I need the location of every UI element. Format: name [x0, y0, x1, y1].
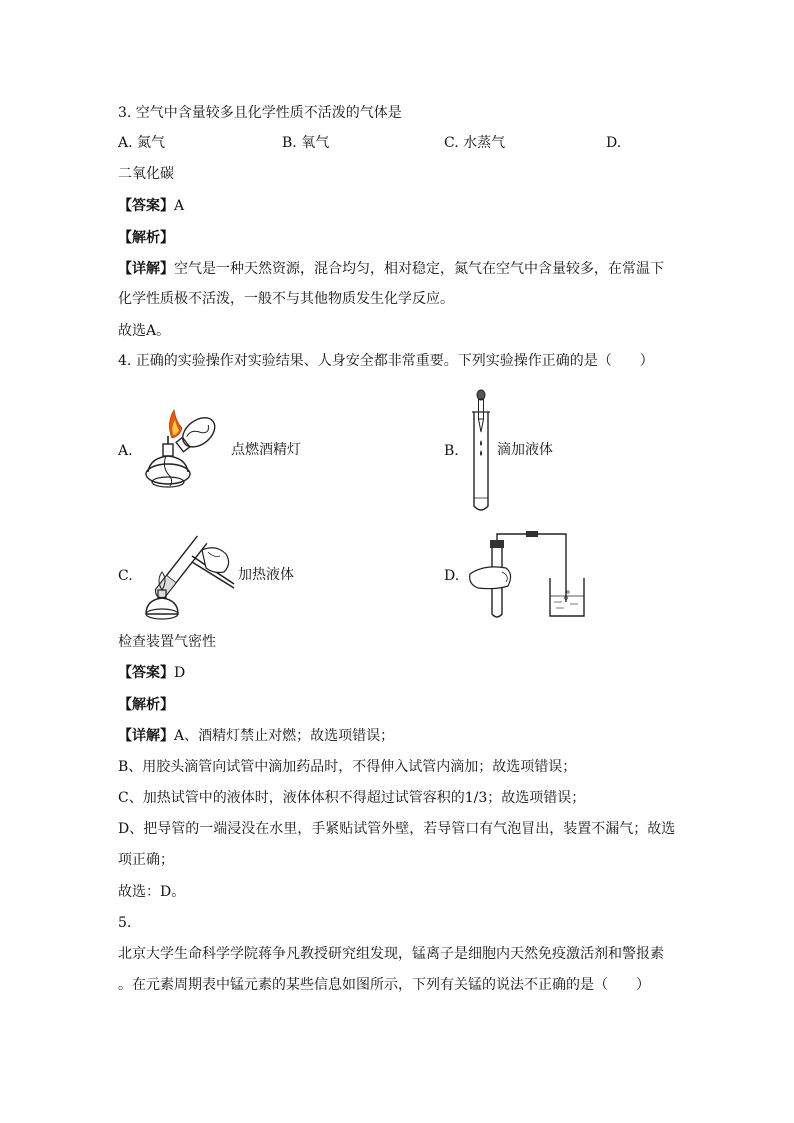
q4-option-d-letter: D.	[444, 568, 460, 584]
q3-option-c: C. 水蒸气	[444, 135, 506, 151]
detail-label: 【详解】	[118, 261, 174, 277]
q4-answer	[118, 664, 185, 682]
answer-value: A	[174, 198, 185, 214]
q4-detail-d-2: 项正确；	[118, 852, 174, 868]
q5-number: 5.	[118, 915, 132, 931]
q4-stem: 4. 正确的实验操作对实验结果、人身安全都非常重要。下列实验操作正确的是（ ）	[118, 353, 654, 369]
q3-option-a: A. 氮气	[118, 135, 166, 151]
q4-conclusion: 故选：D。	[118, 884, 186, 900]
q5-stem-1: 北京大学生命科学学院蒋争凡教授研究组发现，锰离子是细胞内天然免疫激活剂和警报素	[118, 946, 664, 962]
q4-option-b-letter: B.	[444, 443, 459, 459]
q3-answer	[118, 197, 184, 215]
q4-analysis-label: 【解析】	[118, 697, 174, 713]
q4-option-d-text: 检查装置气密性	[118, 634, 216, 650]
q4-detail-d-1: D、把导管的一端浸没在水里，手紧贴试管外壁，若导管口有气泡冒出，装置不漏气；故选	[118, 821, 676, 837]
detail-label: 【详解】	[118, 728, 174, 744]
airtightness-check-figure	[466, 530, 596, 622]
q3-analysis-label: 【解析】	[118, 230, 174, 246]
q4-option-a-letter: A.	[118, 443, 133, 459]
q4-option-c-letter: C.	[118, 568, 133, 584]
q4-option-a-caption: 点燃酒精灯	[231, 442, 301, 458]
answer-label: 【答案】	[118, 665, 174, 681]
alcohol-lamp-figure	[138, 402, 228, 494]
q4-option-b-caption: 滴加液体	[497, 442, 553, 458]
q3-option-d-text: 二氧化碳	[118, 166, 174, 182]
q3-option-b: B. 氧气	[282, 135, 330, 151]
q4-detail-c: C、加热试管中的液体时，液体体积不得超过试管容积的1/3；故选项错误；	[118, 790, 586, 806]
dropper-test-tube-figure	[466, 388, 496, 516]
q5-stem-2: 。在元素周期表中锰元素的某些信息如图所示，下列有关锰的说法不正确的是（ ）	[118, 977, 650, 993]
heating-liquid-figure	[136, 528, 240, 624]
answer-label: 【答案】	[118, 198, 174, 214]
q4-detail-b: B、用胶头滴管向试管中滴加药品时，不得伸入试管内滴加；故选项错误；	[118, 759, 577, 775]
q3-stem: 3. 空气中含量较多且化学性质不活泼的气体是	[118, 105, 402, 121]
answer-value: D	[174, 665, 186, 681]
q3-detail-1: 【详解】空气是一种天然资源，混合均匀，相对稳定，氮气在空气中含量较多，在常温下	[118, 261, 664, 277]
q4-detail-a: 【详解】A、酒精灯禁止对燃；故选项错误；	[118, 728, 395, 744]
q3-option-d: D.	[606, 135, 622, 151]
q3-detail-2: 化学性质极不活泼，一般不与其他物质发生化学反应。	[118, 291, 454, 307]
q4-option-c-caption: 加热液体	[238, 567, 294, 583]
q3-conclusion: 故选A。	[118, 323, 171, 339]
